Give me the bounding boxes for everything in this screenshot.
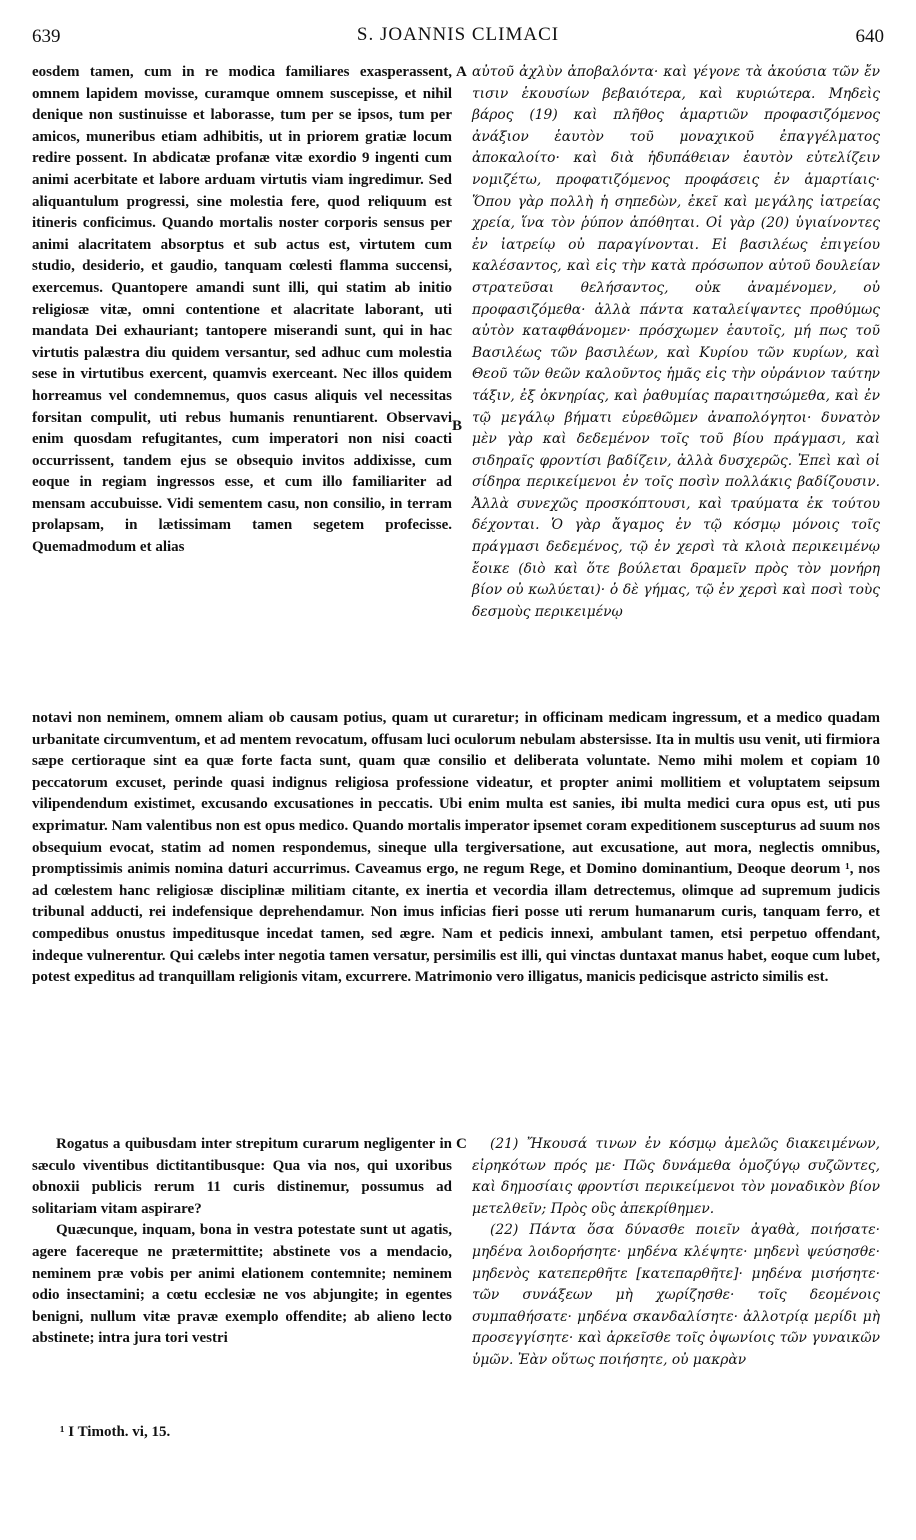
latin-paragraph-wide: notavi non neminem, omnem aliam ob causam potius, quam ut curaretur; in officinam medicam ingressum, et a medico quadam urbanitate circumventum, et ad mentem revocatum, offusam luci oculorum nebulam abstersisse. Ita in multis usu venit, uti firmiora sæpe certioraque sint ea quæ forte facta sunt, quam quæ consilio et deliberata voluntate. Nemo mihi molem et copiam 10 peccatorum excuset, perinde quasi indignus religiosa professione videatur, et propter animi mollitiem et voluptatem seipsum vilipendendum existimet, excusando excusationes in peccatis. Ubi enim multa est sanies, ibi multa medici cura opus est, uti pus exprimatur. Nam valentibus non est opus medico. Quando mortalis imperator ipsemet coram expeditionem suscepturus ad suum nos obsequium evocat, statim ad nomen respondemus, sineque ulla tergiversatione, aut excusatione, aut mora, neglectis omnibus, promptissimis animis nomina daturi accurrimus. Caveamus ergo, ne regum Rege, et Domino dominantium, Deoque deorum ¹, nos ad cœlestem hanc religiosæ disciplinæ militiam citante, ex inertia et vecordia illam detrectemus, olimque ad supremum judicis tribunal adducti, rei indefensique deprehendamur. Non imus inficias fieri posse uti rerum humanarum curis, tanquam ferro, et compedibus onustus impeditusque incedat tamen, sed ægre. Nam et pedicis innexi, ambulant tamen, etsi perpetuo offendant, indeque vulnerentur. Qui cælebs inter negotia tamen versatur, persimilis est illi, qui vinctas duntaxat manus habet, eoque cum lubet, potest expeditus ad tranquillam religionis vitam, excurrere. Matrimonio vero illigatus, manicis pedicisque astricto similis est. [32, 710, 880, 986]
greek-paragraph-22: (22) Πάντα ὅσα δύνασθε ποιεῖν ἀγαθὰ, ποιήσατε· μηδένα λοιδορήσητε· μηδένα κλέψητε· μηδενὶ ψεύσησθε· μηδενὸς κατεπερθῆτε [κατεπαρθῆτε]· μηδένα μισήσητε· τῶν συνάξεων μὴ χωρίζησθε· τοῖς δεομένοις συμπαθήσατε· μηδένα σκανδαλίσητε· ἀλλοτρίᾳ μερίδι μὴ προσεγγίσητε· καὶ ἀρκεῖσθε τοῖς ὀψωνίοις τῶν γυναικῶν ὑμῶν. Ἐὰν οὕτως ποιήσητε, οὐ μακρὰν [472, 1222, 880, 1368]
greek-paragraph: αὐτοῦ ἀχλὺν ἀποβαλόντα· καὶ γέγονε τὰ ἀκούσια τῶν ἔν τισιν ἑκουσίων βεβαιότερα, καὶ κυριώτερα. Μηδεὶς βάρος (19) καὶ πλῆθος ἁμαρτιῶν προφασιζόμενος ἀνάξιον ἑαυτὸν τοῦ μοναχικοῦ ἐπαγγέλματος ἀποκαλοίτο· καὶ διὰ ἡδυπάθειαν ἑαυτὸν εὐτελίζειν νομιζέτω, προφατιζόμενος προφάσεις ἐν ἁμαρτίαις· Ὅπου γὰρ πολλὴ ἡ σηπεδὼν, ἐκεῖ καὶ μεγάλης ἰατρείας χρεία, ἵνα τὸν ῥύπον ἀπόθηται. Οἱ γὰρ (20) ὑγιαίνοντες ἐν ἰατρείῳ οὐ παραγίνονται. Εἰ βασιλέως ἐπιγείου καλέσαντος, καὶ εἰς τὴν κατὰ πρόσωπον αὐτοῦ δουλείαν στρατεῦσαι θελήσαντος, οὐκ ἀναμένομεν, οὐ προφασιζόμεθα· ἀλλὰ πάντα καταλείψαντες προθύμως αὐτὸν καταφθάνομεν· πρόσχωμεν ἑαυτοῖς, μή πως τοῦ Βασιλέως τῶν βασιλέων, καὶ Κυρίου τῶν κυρίων, καὶ Θεοῦ τῶν θεῶν καλοῦντος ἡμᾶς εἰς τὴν οὐράνιον ταύτην τάξιν, ἐξ ὀκνηρίας, καὶ ῥαθυμίας παραιτησώμεθα, καὶ ἐν τῷ μεγάλῳ βήματι εὑρεθῶμεν ἀναπολόγητοι· δυνατὸν μὲν γὰρ καὶ δεδεμένον τοῖς τοῦ βίου πράγμασι, καὶ σιδηραῖς φροντίσι βαδίζειν, ἀλλὰ δυσχερῶς. Ἐπεὶ καὶ οἱ σίδηρα περικείμενοι ἐν τοῖς ποσὶν πολλάκις βαδίζουσιν. Ἀλλὰ συνεχῶς προσκόπτουσι, καὶ τραύματα ἐκ τούτου δέχονται. Ὁ γὰρ ἄγαμος ἐν τῷ κόσμῳ μόνοις τοῖς πράγμασι δεδεμένος, τῷ ἐν χερσὶ τὰ κλοιὰ περικειμένῳ ἔοικε (διὸ καὶ ὅτε βούλεται δραμεῖν πρὸς τὸν μονήρη βίον οὐ κωλύεται)· ὁ δὲ γήμας, τῷ ἐν χερσὶ καὶ ποσὶ τοὺς δεσμοὺς περικειμένῳ [472, 64, 880, 620]
running-title: S. JOANNIS CLIMACI [356, 24, 560, 45]
greek-column-top [472, 62, 880, 623]
greek-column-bottom [472, 1134, 880, 1372]
latin-paragraph: eosdem tamen, cum in re modica familiares exasperassent, omnem lapidem movisse, curamque omnem suscepisse, et nihil denique non sustinuisse et laborasse, tum per se ipsos, tum per amicos, muneribus etiam adhibitis, ut in priorem gratiæ locum redire possent. In abdicatæ profanæ vitæ exordio 9 ingenti cum animi acerbitate et labore arduam virtutis viam ingredimur. Sed aliquantulum progressi, sine molestia fere, quod reliquum est itineris conficimus. Quando mortalis noster corporis sensus per animi alacritatem absorptus et sub actus est, virtutem cum studio, desiderio, et gaudio, tanquam cœlesti flamma succensi, exercemus. Quantopere amandi sunt illi, qui statim ab initio religiosæ vitæ, omni contentione et alacritate laborant, uti mandata Dei exhauriant; tantopere miserandi sunt, qui in hac virtutis palæstra diu quidem versantur, sed adhuc cum molestia sese in virtutibus exercent, quamvis exerceant. Nec illos quidem horreamus vel condemnemus, quos casus aliquis vel necessitas forsitan compulit, uti rebus humanis renuntiarent. Observavi enim quosdam refugitantes, cum imperatori non nisi coacti occurrissent, tandem ejus se obsequio invitos addixisse, cum eoque in regiam ingressos esse, et cum illo familiariter ad mensam accubuisse. Vidi sementem casu, non consilio, in terram prolapsam, in lætissimam tamen segetem profecisse. Quemadmodum et alias [32, 64, 452, 556]
greek-paragraph-21: (21) Ἤκουσά τινων ἐν κόσμῳ ἀμελῶς διακειμένων, εἰρηκότων πρός με· Πῶς δυνάμεθα ὁμοζύγῳ συζῶντες, καὶ δημοσίαις φροντίσι περικείμενοι τὸν μοναδικὸν βίον μετελθεῖν; Πρὸς οὓς ἀπεκρίθημεν. [472, 1136, 880, 1217]
running-header [32, 22, 884, 52]
full-width-text [32, 708, 880, 989]
page-number-left: 639 [32, 26, 61, 47]
latin-column-top [32, 62, 452, 559]
latin-paragraph-quaecunque: Quæcunque, inquam, bona in vestra potestate sunt ut agatis, agere facereque ne prætermittite; abstinete vos a mendacio, neminem præ vobis per animi elationem contemnite; neminem odio insectamini; a cœtu ecclesiæ ne vos abjungite; in egentes benigni, nullum vitæ pravæ exemplo offendite; ab alieno lecto abstinete; intra jura tori vestri [32, 1222, 452, 1347]
section-marker-b: B [452, 418, 463, 434]
page-number-right: 640 [855, 26, 884, 47]
latin-paragraph-rogatus: Rogatus a quibusdam inter strepitum curarum negligenter in sæculo viventibus dictitantibusque: Qua via nos, qui uxoribus obnoxii publicis rerum 11 curis distinemur, possumus ad solitariam vitam aspirare? [32, 1136, 452, 1217]
section-marker-a: A [456, 64, 467, 80]
latin-column-bottom [32, 1134, 452, 1350]
footnote: ¹ I Timoth. vi, 15. [60, 1424, 171, 1440]
section-marker-c: C [456, 1136, 467, 1152]
